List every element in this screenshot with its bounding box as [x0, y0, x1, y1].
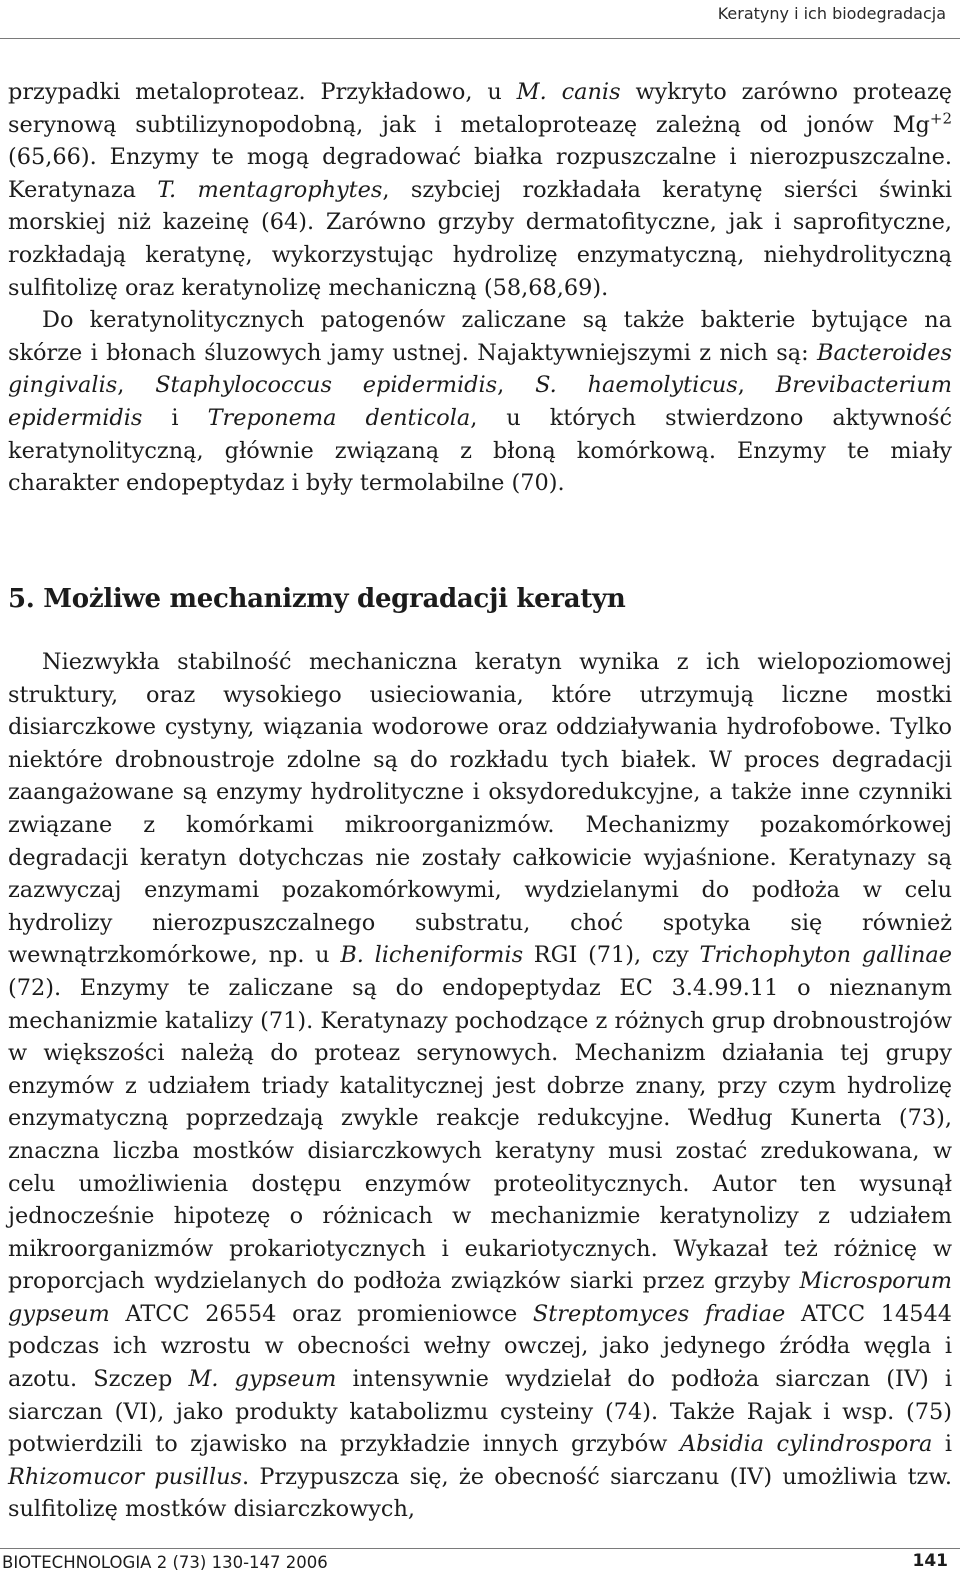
text-run: przypadki metaloproteaz. Przykładowo, u — [8, 79, 517, 105]
paragraph-1 — [8, 76, 952, 304]
section-heading: 5. Możliwe mechanizmy degradacji keratyn — [8, 584, 626, 614]
text-run: . Przypuszcza się, że obecność siarczanu (IV) umożliwia tzw. sulfitolizę mostków disiarczkowych, — [8, 1463, 952, 1523]
species-name: Brevibacterium epidermidis — [8, 372, 952, 431]
text-run: , — [117, 372, 156, 399]
species-name: Bacteroides gingivalis — [8, 339, 952, 399]
species-name: T. mentagrophytes — [157, 176, 383, 203]
species-name: Trichophyton gallinae — [699, 942, 952, 969]
text-block-top — [8, 76, 952, 500]
text-run: Niezwykła stabilność mechaniczna keratyn wynika z ich wielopoziomowej struktury, oraz wysokiego usieciowania, które utrzymują liczne mostki disiarczkowe cystyny, wiązania wodorowe oraz oddziaływania hydrofobowe. Tylko niektóre drobnoustroje zdolne są do rozkładu tych białek. W proces degradacji zaangażowane są enzymy hydrolityczne i oksydoredukcyjne, a także inne czynniki związane z komórkami mikroorganizmów. Mechanizmy pozakomórkowej degradacji keratyn dotychczas nie zostały całkowicie wyjaśnione. Keratynazy są zazwyczaj enzymami pozakomórkowymi, wydzielanymi do podłoża w celu hydrolizy nierozpuszczalnego substratu, choć spotyka się również wewnątrzkomórkowe, np. u — [8, 649, 952, 969]
text-run: (65,66). Enzymy te mogą degradować białka rozpuszczalne i nierozpuszczalne. Keratynaza — [8, 144, 952, 203]
text-run: , — [497, 372, 536, 399]
paragraph-2 — [8, 304, 952, 500]
text-run: , — [737, 372, 776, 399]
header-rule — [0, 38, 960, 39]
species-name: Staphylococcus epidermidis — [155, 372, 498, 399]
page-number: 141 — [912, 1551, 948, 1571]
text-run: i — [142, 404, 208, 431]
text-run: (72). Enzymy te zaliczane są do endopeptydaz EC 3.4.99.11 o nieznanym mechanizmie katalizy (71). Keratynazy pochodzące z różnych grup drobnoustrojów w większości należą do proteaz serynowych. Mechanizm działania tej grupy enzymów z udziałem triady katalitycznej jest dobrze znany, przy czym hydrolizę enzymatyczną poprzedzają zwykle reakcje redukcyjne. Według Kunerta (73), znaczna liczba mostków disiarczkowych keratyny musi zostać zredukowana, w celu umożliwienia dostępu enzymów proteolitycznych. Autor ten wysunął jednocześnie hipotezę o różnicach w mechanizmie keratynolizy z udziałem mikroorganizmów prokariotycznych i eukariotycznych. Wykazał też różnicę w proporcjach wydzielanych do podłoża związków siarki przez grzyby — [8, 974, 952, 1295]
text-run: ATCC 26554 oraz promieniowce — [109, 1300, 533, 1327]
text-run: , szybciej rozkładała keratynę sierści świnki morskiej niż kazeinę (64). Zarówno grzyby dermatofityczne, jak i saprofityczne, rozkładają keratynę, wykorzystując hydrolizę enzymatyczną, niehydrolityczną sulfitolizę oraz keratynolizę mechaniczną (58,68,69). — [8, 176, 952, 301]
species-name: Streptomyces fradiae — [532, 1300, 786, 1327]
text-run: RGI (71), czy — [523, 942, 700, 969]
species-name: Rhizomucor pusillus — [8, 1463, 243, 1490]
text-run: Do keratynolitycznych patogenów zaliczane są także bakterie bytujące na skórze i błonach śluzowych jamy ustnej. Najaktywniejszymi z nich są: — [8, 307, 952, 366]
superscript-charge: +2 — [929, 109, 952, 128]
text-run: intensywnie wydzielał do podłoża siarczan (IV) i siarczan (VI), jako produkty katabolizmu cysteiny (74). Także Rajak i wsp. (75) potwierdzili to zjawisko na przykładzie innych grzybów — [8, 1366, 953, 1458]
species-name: S. haemolyticus — [535, 372, 738, 399]
text-block-section — [8, 646, 952, 1526]
text-run: wykryto zarówno proteazę serynową subtilizynopodobną, jak i metaloproteazę zależną od jonów Mg — [8, 79, 953, 138]
text-run: i — [932, 1431, 952, 1458]
species-name: Treponema denticola — [207, 404, 471, 431]
footer-rule — [0, 1548, 960, 1549]
text-run: , u których stwierdzono aktywność keratynolityczną, głównie związaną z błoną komórkową. Enzymy te miały charakter endopeptydaz i były termolabilne (70). — [8, 404, 952, 497]
species-name: M. gypseum — [188, 1366, 337, 1393]
species-name: Absidia cylindrospora — [679, 1431, 933, 1458]
species-name: Microsporum gypseum — [8, 1268, 952, 1327]
species-name: M. canis — [516, 79, 621, 105]
journal-citation: BIOTECHNOLOGIA 2 (73) 130-147 2006 — [2, 1553, 328, 1572]
paragraph-3 — [8, 646, 952, 1526]
text-run: ATCC 14544 podczas ich wzrostu w obecności wełny owczej, jako jedynego źródła węgla i azotu. Szczep — [8, 1300, 952, 1393]
species-name: B. licheniformis — [340, 942, 524, 969]
running-head: Keratyny i ich biodegradacja — [717, 4, 946, 23]
